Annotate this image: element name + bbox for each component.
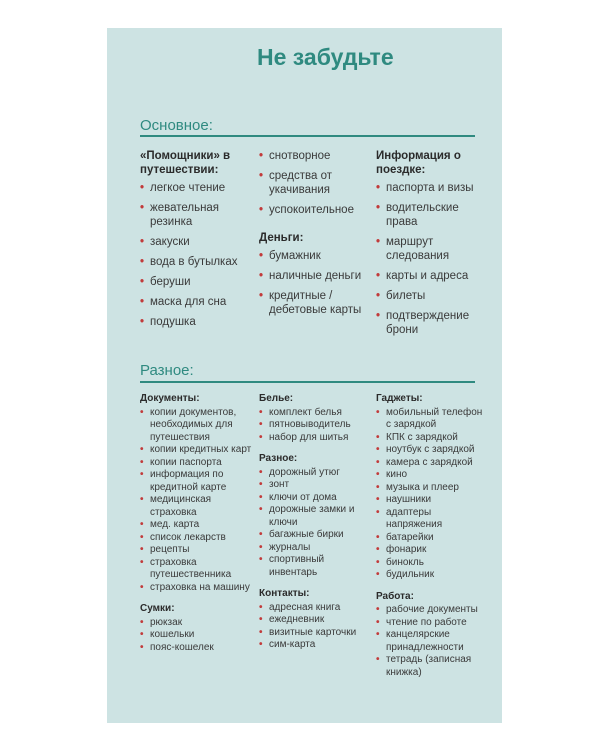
checklist-item <box>376 629 488 654</box>
checklist-item-text: КПК с зарядкой <box>386 431 458 443</box>
bullet-icon: • <box>376 531 380 543</box>
bullet-icon: • <box>140 256 145 268</box>
bullet-icon: • <box>376 629 380 640</box>
checklist-item-text: тетрадь (записная книжка) <box>386 654 472 678</box>
bullet-icon: • <box>376 494 380 505</box>
checklist-item-text: музыка и плеер <box>386 481 459 493</box>
checklist-item-text: ноутбук с зарядкой <box>386 444 475 455</box>
checklist-item <box>376 407 488 432</box>
checklist-item <box>376 617 488 630</box>
bullet-icon: • <box>140 494 144 505</box>
checklist-item <box>376 181 480 195</box>
bullet-icon: • <box>140 202 145 214</box>
checklist-item <box>376 482 488 495</box>
checklist-item <box>140 629 255 642</box>
checklist-item-text: копии паспорта <box>150 456 222 468</box>
checklist-item-text: наушники <box>386 494 432 505</box>
checklist-item-text: подтверждение брони <box>386 310 470 336</box>
checklist-item <box>140 544 255 557</box>
checklist-item-text: адаптеры напряжения <box>386 506 443 530</box>
checklist-item <box>376 469 488 482</box>
bullet-icon: • <box>140 456 144 468</box>
checklist-item <box>140 457 255 470</box>
checklist-item <box>259 504 371 529</box>
checklist-item-text: вода в бутылках <box>150 256 238 268</box>
checklist-item-text: рецепты <box>150 544 190 555</box>
group-title: Сумки: <box>140 603 175 614</box>
group-title: Документы: <box>140 393 200 404</box>
checklist-item <box>259 602 371 615</box>
checklist-item-text: медицинская страховка <box>150 494 212 518</box>
bullet-icon: • <box>259 639 263 650</box>
bullet-icon: • <box>259 504 263 515</box>
checklist-item <box>376 235 480 263</box>
bullet-icon: • <box>259 406 263 418</box>
checklist-item <box>259 614 371 627</box>
checklist-item-text: жевательная резинка <box>150 202 220 228</box>
checklist-item <box>140 444 255 457</box>
checklist-item-text: ключи от дома <box>269 491 337 503</box>
bullet-icon: • <box>140 556 144 568</box>
checklist-item <box>259 249 369 263</box>
bullet-icon: • <box>376 310 381 322</box>
checklist-item <box>376 309 480 337</box>
bullet-icon: • <box>259 491 263 503</box>
bullet-icon: • <box>376 290 381 302</box>
bullet-icon: • <box>140 406 144 418</box>
checklist-item <box>259 554 371 579</box>
checklist-item <box>140 235 252 249</box>
checklist-item-text: дорожные замки и ключи <box>269 504 355 528</box>
checklist-item-text: снотворное <box>269 150 331 162</box>
checklist-item <box>259 627 371 640</box>
bullet-icon: • <box>140 316 145 328</box>
checklist-item <box>259 169 369 197</box>
checklist-item <box>259 492 371 505</box>
checklist-item-text: беруши <box>150 276 191 288</box>
bullet-icon: • <box>140 616 144 628</box>
bullet-icon: • <box>140 544 144 555</box>
checklist-item <box>376 532 488 545</box>
checklist-item <box>259 639 371 652</box>
checklist-item <box>376 604 488 617</box>
checklist-item <box>376 494 488 507</box>
bullet-icon: • <box>259 626 263 638</box>
checklist-item <box>140 275 252 289</box>
checklist-item-text: мед. карта <box>150 519 200 530</box>
checklist-item <box>259 529 371 542</box>
bullet-icon: • <box>140 531 144 543</box>
checklist-item-text: наличные деньги <box>269 270 362 282</box>
checklist-item <box>376 201 480 229</box>
page-title: Не забудьте <box>257 44 394 70</box>
group-title: Деньги: <box>259 232 304 244</box>
bullet-icon: • <box>140 519 144 530</box>
bullet-icon: • <box>140 444 144 455</box>
bullet-icon: • <box>140 236 145 248</box>
group-title: Разное: <box>259 453 298 464</box>
checklist-item-text: легкое чтение <box>150 182 226 194</box>
checklist-item-text: спортивный инвентарь <box>269 554 325 578</box>
bullet-icon: • <box>140 182 145 194</box>
misc-col-1 <box>259 393 371 652</box>
checklist-item-text: страховка на машину <box>150 581 250 593</box>
checklist-item-text: водительские права <box>386 202 459 228</box>
checklist-item <box>140 582 255 595</box>
checklist-item-text: бинокль <box>386 556 424 568</box>
main-col-0 <box>140 149 252 335</box>
bullet-icon: • <box>140 629 144 640</box>
checklist-item <box>140 315 252 329</box>
checklist-item <box>140 295 252 309</box>
bullet-icon: • <box>140 641 144 653</box>
checklist-item <box>140 201 252 229</box>
group-title: Контакты: <box>259 588 310 599</box>
group-title: Информация о поездке: <box>376 150 461 176</box>
checklist-item-text: будильник <box>386 569 435 580</box>
checklist-item <box>259 203 369 217</box>
bullet-icon: • <box>259 250 264 262</box>
checklist-item-text: кино <box>386 469 408 480</box>
bullet-icon: • <box>259 270 264 282</box>
checklist-item-text: успокоительное <box>269 204 354 216</box>
group-title: Гаджеты: <box>376 393 423 404</box>
bullet-icon: • <box>376 544 380 555</box>
checklist-item-text: мобильный телефон с зарядкой <box>386 406 483 430</box>
checklist-item <box>140 557 255 582</box>
bullet-icon: • <box>376 236 381 248</box>
checklist-item-text: дорожный утюг <box>269 466 340 478</box>
bullet-icon: • <box>376 654 380 665</box>
bullet-icon: • <box>376 270 381 282</box>
checklist-item-text: пояс-кошелек <box>150 641 214 653</box>
checklist-item-text: копии кредитных карт <box>150 444 252 455</box>
checklist-item-text: сим-карта <box>269 639 316 650</box>
checklist-item <box>140 642 255 655</box>
bullet-icon: • <box>259 601 263 613</box>
bullet-icon: • <box>259 204 264 216</box>
checklist-item <box>259 432 371 445</box>
checklist-item <box>376 432 488 445</box>
checklist-item-text: страховка путешественника <box>150 556 232 580</box>
checklist-item-text: кредитные / дебетовые карты <box>269 290 362 316</box>
checklist-item-text: чтение по работе <box>386 616 467 628</box>
bullet-icon: • <box>376 182 381 194</box>
checklist-item-text: журналы <box>269 541 311 553</box>
checklist-item <box>140 532 255 545</box>
misc-col-0 <box>140 393 255 654</box>
checklist-item-text: багажные бирки <box>269 529 344 540</box>
main-col-1 <box>259 149 369 323</box>
misc-section-heading: Разное: <box>140 362 194 379</box>
bullet-icon: • <box>376 506 380 518</box>
checklist-item <box>259 479 371 492</box>
checklist-item-text: маска для сна <box>150 296 227 308</box>
main-section-heading: Основное: <box>140 117 213 134</box>
checklist-item <box>259 407 371 420</box>
bullet-icon: • <box>140 581 144 593</box>
checklist-item-text: канцелярские принадлежности <box>386 629 464 653</box>
group-title: Белье: <box>259 393 294 404</box>
checklist-item <box>376 507 488 532</box>
checklist-item <box>140 181 252 195</box>
bullet-icon: • <box>376 481 380 493</box>
group-spacer <box>376 582 488 591</box>
checklist-item-text: камера с зарядкой <box>386 456 473 468</box>
checklist-item-text: рюкзак <box>150 616 183 628</box>
checklist-item <box>140 519 255 532</box>
checklist-item-text: кошельки <box>150 629 195 640</box>
bullet-icon: • <box>376 469 380 480</box>
group-spacer <box>259 223 369 231</box>
group-spacer <box>259 579 371 588</box>
bullet-icon: • <box>376 444 380 455</box>
checklist-item-text: билеты <box>386 290 426 302</box>
bullet-icon: • <box>140 296 145 308</box>
bullet-icon: • <box>259 466 263 478</box>
misc-col-2 <box>376 393 488 679</box>
checklist-item-text: паспорта и визы <box>386 182 474 194</box>
checklist-item <box>259 542 371 555</box>
checklist-item-text: закуски <box>150 236 190 248</box>
bullet-icon: • <box>259 419 263 430</box>
bullet-icon: • <box>259 479 263 490</box>
checklist-item-text: визитные карточки <box>269 626 357 638</box>
checklist-item-text: бумажник <box>269 250 321 262</box>
checklist-item <box>259 149 369 163</box>
bullet-icon: • <box>259 541 263 553</box>
bullet-icon: • <box>376 202 381 214</box>
checklist-item-text: карты и адреса <box>386 270 469 282</box>
bullet-icon: • <box>376 406 380 418</box>
bullet-icon: • <box>259 290 264 302</box>
checklist-item <box>376 289 480 303</box>
misc-section-rule <box>140 381 475 383</box>
checklist-item-text: комплект белья <box>269 406 342 418</box>
bullet-icon: • <box>376 604 380 615</box>
bullet-icon: • <box>376 456 380 468</box>
bullet-icon: • <box>376 569 380 580</box>
checklist-item-text: подушка <box>150 316 196 328</box>
bullet-icon: • <box>259 554 263 565</box>
bullet-icon: • <box>259 170 264 182</box>
bullet-icon: • <box>259 614 263 625</box>
checklist-item-text: информация по кредитной карте <box>150 469 227 493</box>
checklist-item <box>140 494 255 519</box>
bullet-icon: • <box>376 556 380 568</box>
checklist-item-text: маршрут следования <box>386 236 450 262</box>
bullet-icon: • <box>376 616 380 628</box>
checklist-item-text: ежедневник <box>269 614 325 625</box>
group-spacer <box>259 444 371 453</box>
checklist-item-text: фонарик <box>386 544 427 555</box>
checklist-item-text: список лекарств <box>150 531 226 543</box>
main-col-2 <box>376 149 480 343</box>
bullet-icon: • <box>376 431 380 443</box>
checklist-item <box>376 654 488 679</box>
checklist-item <box>376 269 480 283</box>
bullet-icon: • <box>140 469 144 480</box>
checklist-item <box>259 419 371 432</box>
checklist-item <box>376 457 488 470</box>
checklist-item-text: пятновыводитель <box>269 419 351 430</box>
checklist-item-text: средства от укачивания <box>269 170 332 196</box>
group-title: «Помощники» в путешествии: <box>140 150 231 176</box>
main-section-rule <box>140 135 475 137</box>
bullet-icon: • <box>259 529 263 540</box>
bullet-icon: • <box>140 276 145 288</box>
checklist-item <box>259 269 369 283</box>
checklist-item-text: копии документов, необходимых для путешествия <box>150 406 237 443</box>
checklist-item-text: рабочие документы <box>386 604 478 615</box>
bullet-icon: • <box>259 431 263 443</box>
checklist-item <box>140 407 255 445</box>
checklist-item-text: зонт <box>269 479 290 490</box>
checklist-item <box>376 569 488 582</box>
checklist-item <box>376 557 488 570</box>
checklist-item <box>140 255 252 269</box>
bullet-icon: • <box>259 150 264 162</box>
group-spacer <box>140 594 255 603</box>
checklist-item <box>140 469 255 494</box>
checklist-item <box>140 617 255 630</box>
group-title: Работа: <box>376 590 414 602</box>
checklist-item <box>259 467 371 480</box>
checklist-item <box>376 444 488 457</box>
checklist-item-text: адресная книга <box>269 601 341 613</box>
checklist-item-text: набор для шитья <box>269 431 349 443</box>
checklist-item <box>376 544 488 557</box>
checklist-item <box>259 289 369 317</box>
checklist-item-text: батарейки <box>386 531 434 543</box>
